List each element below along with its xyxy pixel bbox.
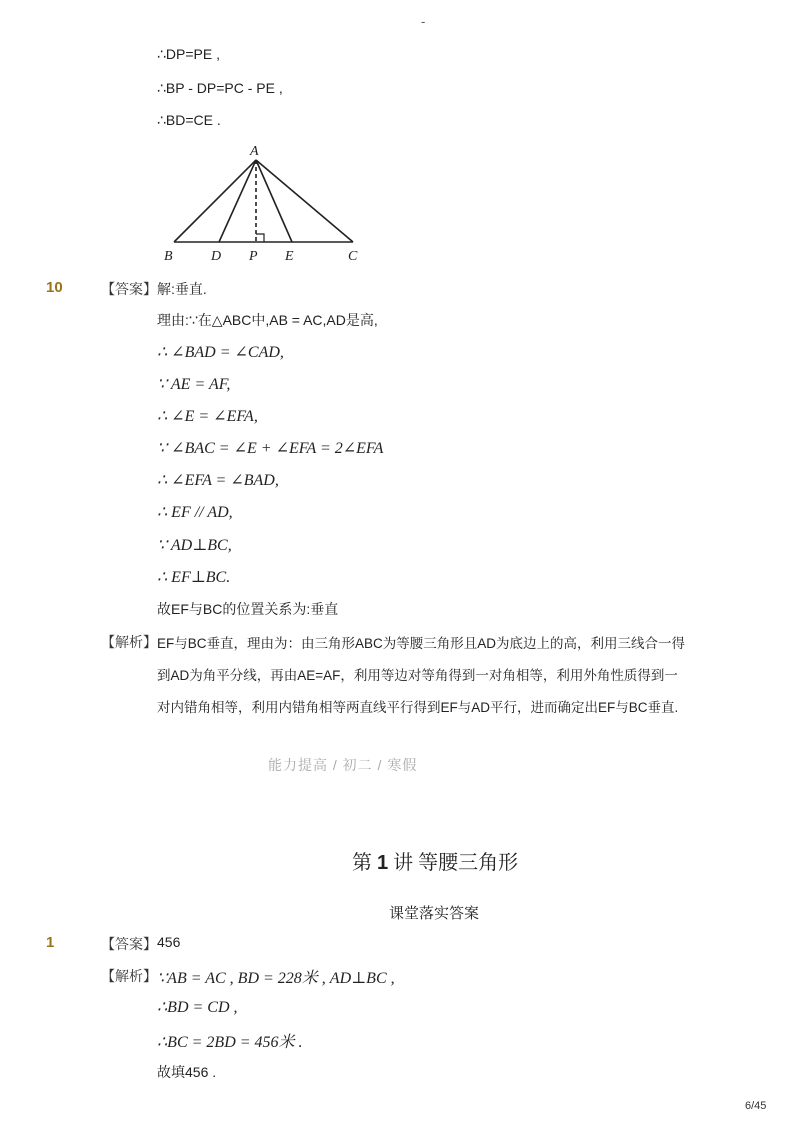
analysis-tag-1: 【解析】 bbox=[101, 968, 157, 984]
lesson-prefix: 第 bbox=[352, 852, 372, 874]
step-10-6: ∴ ∠EFA = ∠BAD, bbox=[157, 472, 279, 489]
label-d: D bbox=[211, 249, 222, 264]
label-c: C bbox=[348, 249, 358, 264]
answer-value-1: 456 bbox=[157, 934, 181, 950]
step-10-7: ∴ EF // AD, bbox=[157, 504, 233, 521]
step-10-1: 理由:∵在△ABC中,AB = AC,AD是高, bbox=[157, 312, 378, 328]
step-10-5: ∵ ∠BAC = ∠E + ∠EFA = 2∠EFA bbox=[157, 440, 384, 457]
lesson-title bbox=[352, 846, 518, 875]
label-a: A bbox=[250, 144, 259, 159]
section-subtitle: 课堂落实答案 bbox=[389, 906, 480, 922]
proof-line-3: ∴BD=CE . bbox=[157, 112, 221, 128]
triangle-figure bbox=[150, 140, 380, 268]
lesson-number: 1 bbox=[377, 852, 389, 874]
step-10-3: ∵ AE = AF, bbox=[157, 376, 231, 393]
question-number-10: 10 bbox=[46, 279, 63, 296]
label-e: E bbox=[285, 249, 294, 264]
analysis-tag-10: 【解析】 bbox=[101, 634, 157, 650]
label-p: P bbox=[249, 249, 258, 264]
side-ac bbox=[256, 160, 353, 242]
step-1-2: ∴BD = CD , bbox=[157, 999, 238, 1016]
step-10-2: ∴ ∠BAD = ∠CAD, bbox=[157, 344, 284, 361]
answer-tag-1: 【答案】 bbox=[101, 936, 157, 952]
step-10-8: ∵ AD⊥BC, bbox=[157, 537, 232, 554]
step-1-3: ∴BC = 2BD = 456米 . bbox=[157, 1034, 303, 1051]
segment-ad bbox=[219, 160, 256, 242]
step-1-4: 故填456 . bbox=[157, 1064, 217, 1080]
answer-text-10: 解:垂直. bbox=[157, 281, 207, 297]
question-number-1: 1 bbox=[46, 934, 55, 951]
right-angle-mark bbox=[256, 234, 264, 242]
step-10-9: ∴ EF⊥BC. bbox=[157, 569, 231, 586]
analysis-10-line-2: 到AD为角平分线，再由AE=AF，利用等边对等角得到一对角相等，利用外角性质得到一 bbox=[157, 668, 678, 683]
step-10-10: 故EF与BC的位置关系为:垂直 bbox=[157, 601, 339, 617]
analysis-10-line-3: 对内错角相等，利用内错角相等两直线平行得到EF与AD平行，进而确定出EF与BC垂直. bbox=[157, 700, 679, 715]
label-b: B bbox=[164, 249, 173, 264]
step-10-4: ∴ ∠E = ∠EFA, bbox=[157, 408, 258, 425]
page-number: 6/45 bbox=[745, 1100, 767, 1112]
top-mark: - bbox=[421, 14, 426, 29]
answer-tag-10: 【答案】 bbox=[101, 281, 157, 297]
segment-ae bbox=[256, 160, 292, 242]
footer-breadcrumb: 能力提高 / 初二 / 寒假 bbox=[268, 757, 418, 773]
lesson-suffix: 讲 等腰三角形 bbox=[393, 852, 519, 874]
proof-line-2: ∴BP - DP=PC - PE , bbox=[157, 80, 283, 96]
proof-line-1: ∴DP=PE , bbox=[157, 46, 220, 62]
side-ab bbox=[174, 160, 256, 242]
step-1-1: ∵AB = AC , BD = 228米 , AD⊥BC , bbox=[157, 970, 395, 987]
analysis-10-line-1: EF与BC垂直，理由为：由三角形ABC为等腰三角形且AD为底边上的高，利用三线合一得 bbox=[157, 636, 686, 651]
